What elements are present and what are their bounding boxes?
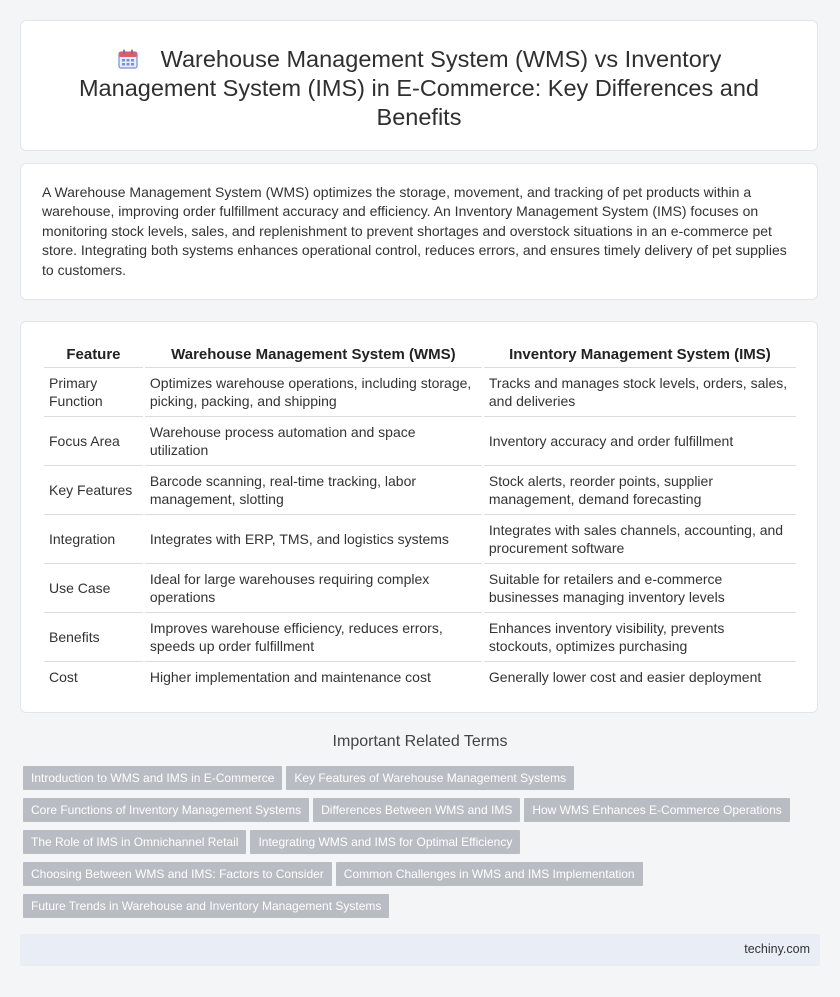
ims-cell: Generally lower cost and easier deployment [484, 661, 796, 692]
comparison-table [42, 342, 798, 692]
related-term-tag[interactable]: Common Challenges in WMS and IMS Implementation [336, 862, 643, 886]
wms-cell: Improves warehouse efficiency, reduces errors, speeds up order fulfillment [145, 612, 482, 661]
ims-cell: Tracks and manages stock levels, orders, sales, and deliveries [484, 367, 796, 416]
header-wms: Warehouse Management System (WMS) [171, 346, 456, 363]
ims-cell: Stock alerts, reorder points, supplier management, demand forecasting [484, 465, 796, 514]
calendar-icon [117, 48, 139, 70]
tag-row [23, 798, 813, 830]
ims-cell: Inventory accuracy and order fulfillment [484, 416, 796, 465]
table-row [44, 416, 796, 465]
comparison-table-card [20, 321, 818, 713]
tag-row [23, 862, 813, 894]
footer-site-link[interactable]: techiny.com [744, 942, 810, 956]
page-title-text: Warehouse Management System (WMS) vs Inventory Management System (IMS) in E-Commerce: Key Differences and Benefits [78, 46, 759, 130]
footer [20, 934, 820, 966]
ims-cell: Enhances inventory visibility, prevents stockouts, optimizes purchasing [484, 612, 796, 661]
related-term-tag[interactable]: Integrating WMS and IMS for Optimal Efficiency [250, 830, 520, 854]
wms-cell: Ideal for large warehouses requiring complex operations [145, 563, 482, 612]
related-term-tag[interactable]: How WMS Enhances E-Commerce Operations [524, 798, 789, 822]
feature-cell: Key Features [44, 465, 143, 514]
feature-cell: Integration [44, 514, 143, 563]
related-term-tag[interactable]: Key Features of Warehouse Management Systems [286, 766, 574, 790]
page-title [51, 45, 787, 132]
table-row [44, 661, 796, 692]
related-terms-list [23, 766, 813, 926]
tag-row [23, 894, 813, 926]
related-term-tag[interactable]: Introduction to WMS and IMS in E-Commerce [23, 766, 282, 790]
table-row [44, 465, 796, 514]
wms-cell: Barcode scanning, real-time tracking, labor management, slotting [145, 465, 482, 514]
feature-cell: Primary Function [44, 367, 143, 416]
feature-cell: Cost [44, 661, 143, 692]
table-row [44, 563, 796, 612]
table-header-row [44, 342, 796, 367]
header-feature: Feature [66, 346, 121, 363]
tag-row [23, 830, 813, 862]
feature-cell: Benefits [44, 612, 143, 661]
feature-cell: Focus Area [44, 416, 143, 465]
related-term-tag[interactable]: Choosing Between WMS and IMS: Factors to Consider [23, 862, 332, 886]
related-term-tag[interactable]: Differences Between WMS and IMS [313, 798, 520, 822]
header-ims: Inventory Management System (IMS) [509, 346, 771, 363]
intro-paragraph: A Warehouse Management System (WMS) optimizes the storage, movement, and tracking of pet products within a warehouse, improving order fulfillment accuracy and efficiency. An Inventory Management System (IMS) focuses on monitoring stock levels, sales, and replenishment to prevent shortages and overstock situations in an e-commerce pet store. Integrating both systems enhances operational control, reduces errors, and ensures timely delivery of pet supplies to customers. [42, 184, 787, 278]
related-term-tag[interactable]: Future Trends in Warehouse and Inventory Management Systems [23, 894, 389, 918]
related-term-tag[interactable]: Core Functions of Inventory Management Systems [23, 798, 309, 822]
related-term-tag[interactable]: The Role of IMS in Omnichannel Retail [23, 830, 246, 854]
tag-row [23, 766, 813, 798]
title-card [20, 20, 818, 151]
table-row [44, 514, 796, 563]
table-row [44, 612, 796, 661]
table-row [44, 367, 796, 416]
intro-card [20, 163, 818, 300]
wms-cell: Warehouse process automation and space utilization [145, 416, 482, 465]
wms-cell: Higher implementation and maintenance cost [145, 661, 482, 692]
wms-cell: Optimizes warehouse operations, including storage, picking, packing, and shipping [145, 367, 482, 416]
ims-cell: Suitable for retailers and e-commerce businesses managing inventory levels [484, 563, 796, 612]
feature-cell: Use Case [44, 563, 143, 612]
wms-cell: Integrates with ERP, TMS, and logistics systems [145, 514, 482, 563]
ims-cell: Integrates with sales channels, accounting, and procurement software [484, 514, 796, 563]
related-terms-heading: Important Related Terms [332, 733, 508, 750]
